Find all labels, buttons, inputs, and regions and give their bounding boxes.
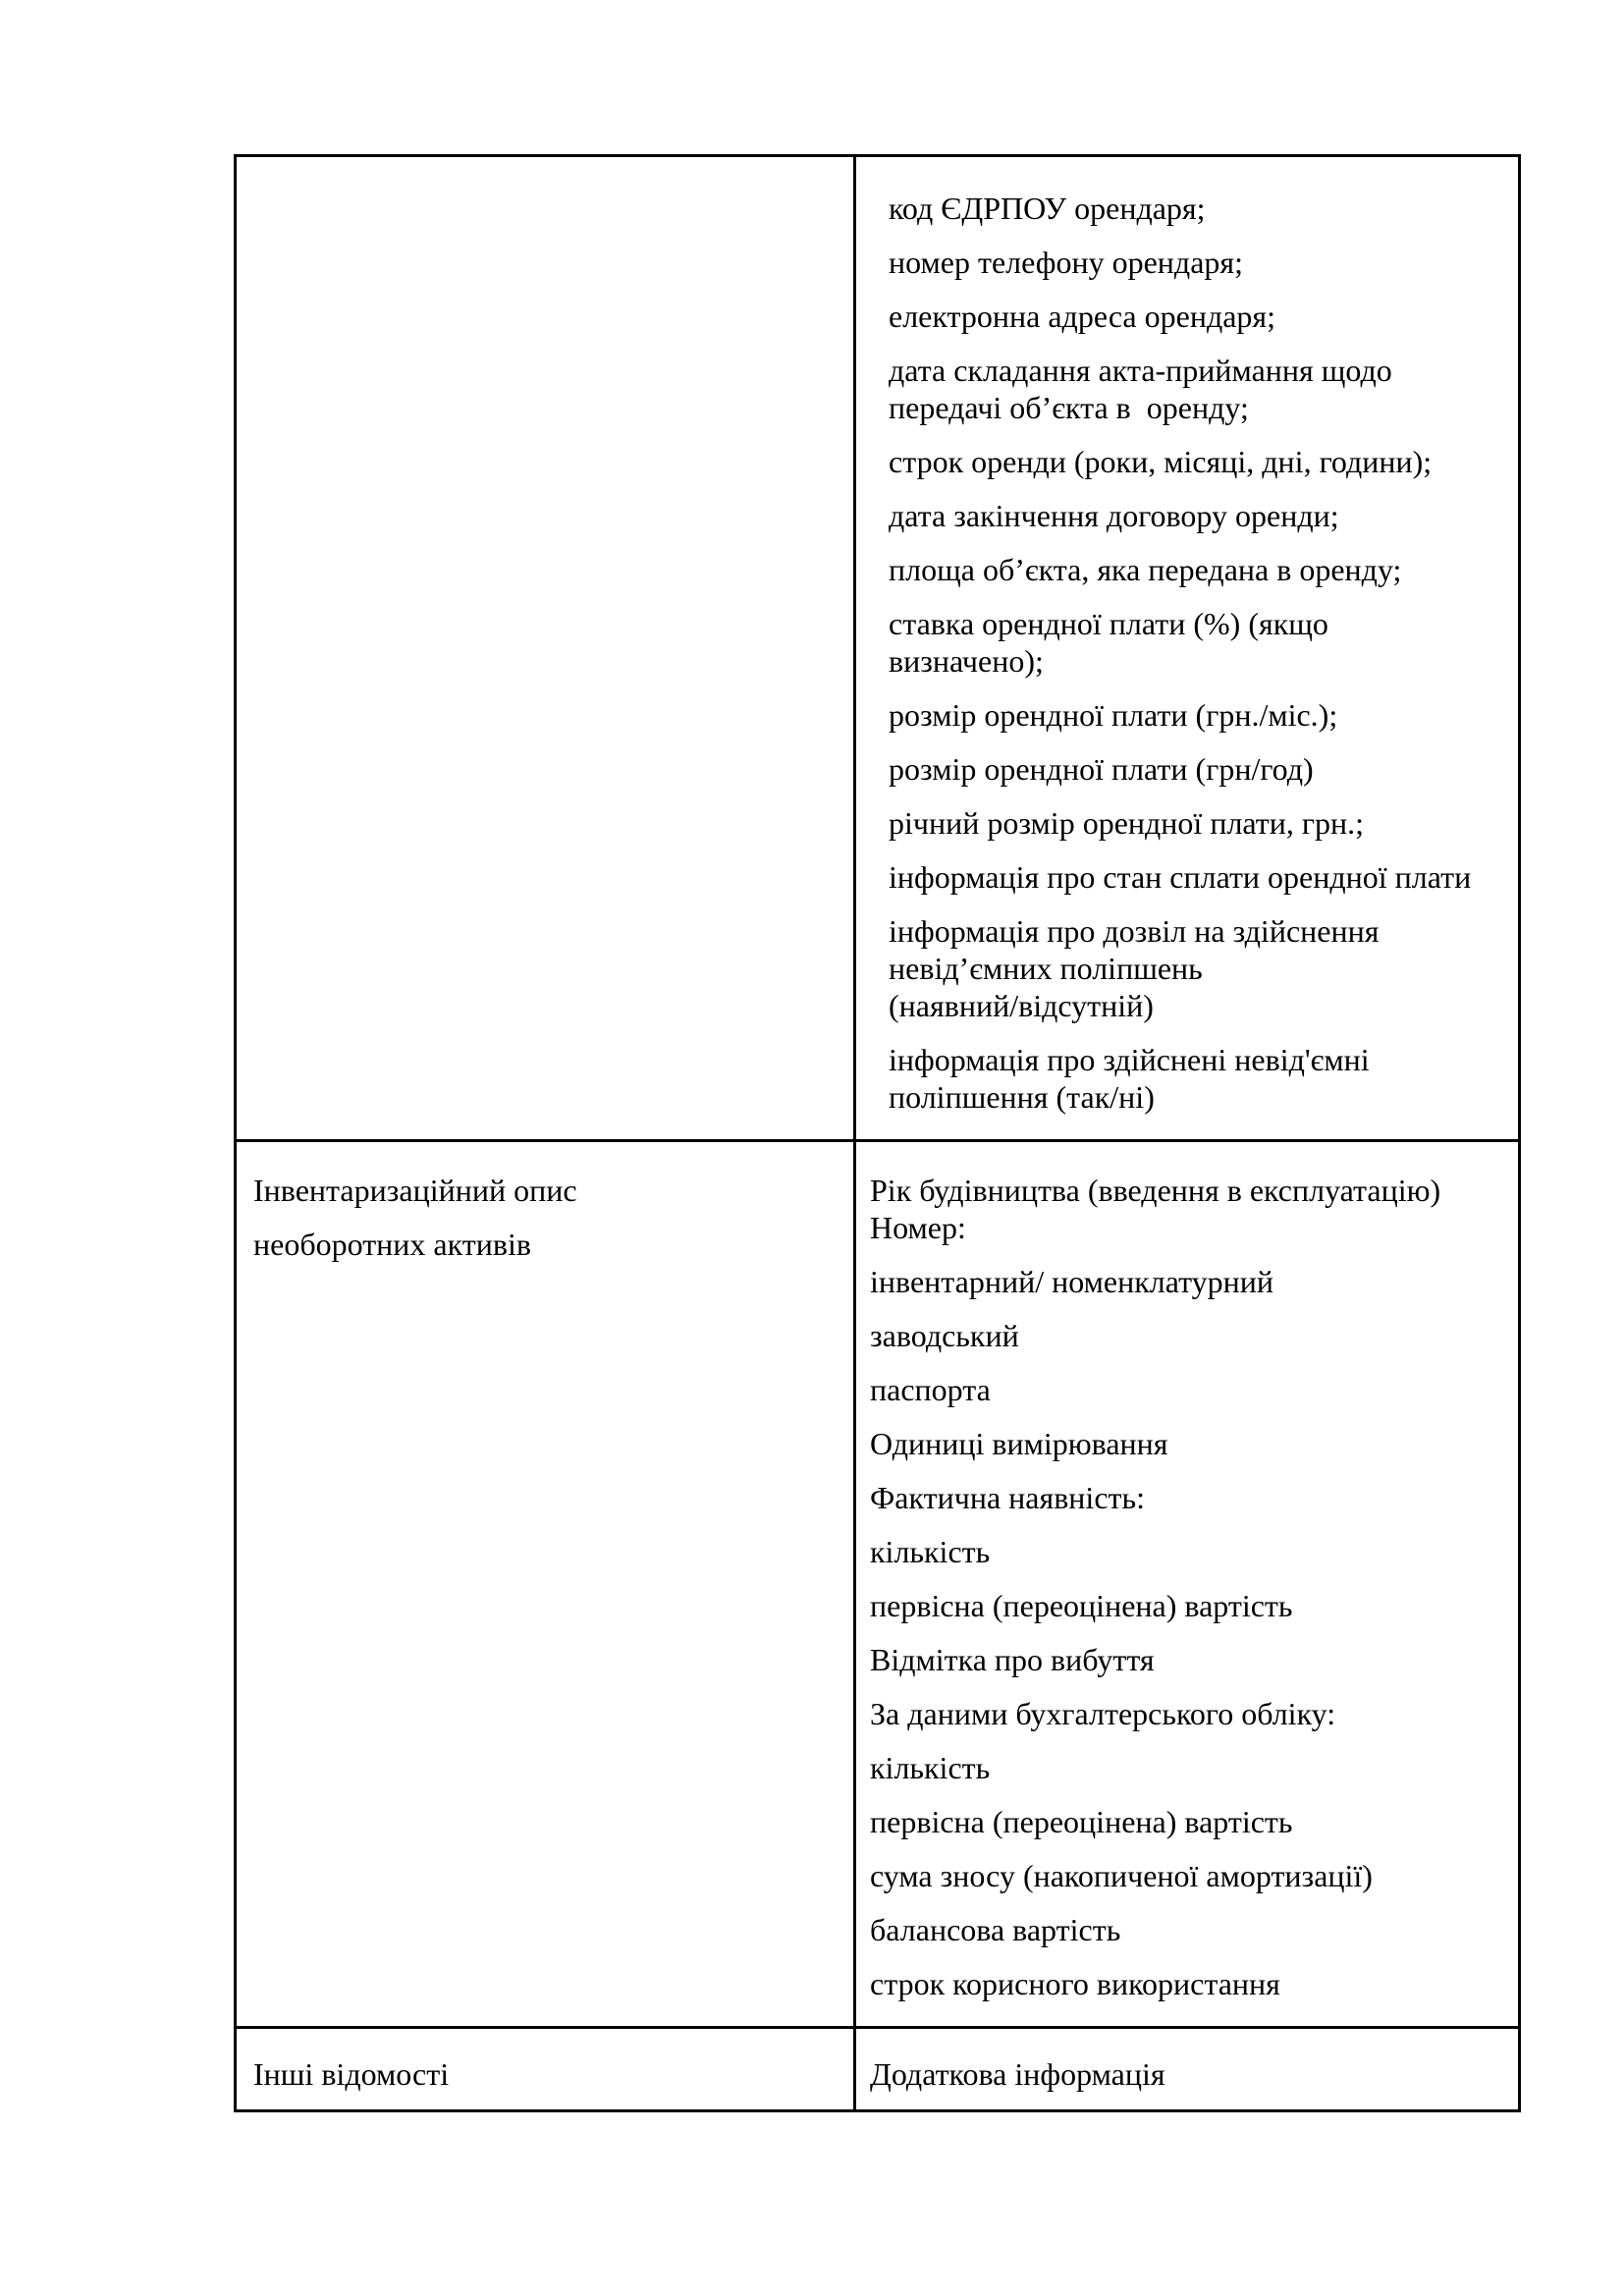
list-item: розмір орендної плати (грн./міс.);: [889, 697, 1338, 733]
table-cell-right: [855, 1141, 1520, 2028]
list-item: розмір орендної плати (грн/год): [889, 751, 1314, 787]
list-item: паспорта: [870, 1372, 991, 1407]
list-item: площа об’єкта, яка передана в оренду;: [889, 552, 1402, 587]
list-item: номер телефону орендаря;: [889, 245, 1243, 280]
section-label-line: Інвентаризаційний опис: [253, 1173, 577, 1208]
list-item: заводський: [870, 1318, 1019, 1353]
list-item: річний розмір орендної плати, грн.;: [889, 805, 1365, 841]
section-label-line: необоротних активів: [253, 1227, 531, 1262]
list-item: сума зносу (накопиченої амортизації): [870, 1858, 1373, 1893]
list-item: код ЄДРПОУ орендаря;: [889, 191, 1206, 226]
section-label: [237, 1142, 853, 1263]
list-item: інформація про стан сплати орендної плати: [889, 859, 1472, 895]
table-row: [236, 2028, 1520, 2111]
tenant-info-list: [856, 157, 1518, 1116]
list-item: За даними бухгалтерського обліку:: [870, 1696, 1336, 1731]
table-cell-left: [236, 2028, 855, 2111]
list-item: ставка орендної плати (%) (якщо визначено);: [889, 606, 1328, 679]
list-item: електронна адреса орендаря;: [889, 299, 1276, 334]
additional-info-label: Додаткова інформація: [870, 2056, 1165, 2092]
table-cell-right: [855, 156, 1520, 1141]
list-item: кількість: [870, 1750, 991, 1785]
list-item: Фактична наявність:: [870, 1480, 1145, 1515]
list-item: дата складання акта-приймання щодо передачі об’єкта в оренду;: [889, 353, 1392, 425]
section-label: Інші відомості: [253, 2056, 450, 2092]
table-cell-right: [855, 2028, 1520, 2111]
inventory-fields-list: [856, 1142, 1518, 2002]
list-item: первісна (переоцінена) вартість: [870, 1588, 1293, 1623]
list-item: строк корисного використання: [870, 1966, 1280, 2001]
table-cell-left: [236, 156, 855, 1141]
list-item: строк оренди (роки, місяці, дні, години);: [889, 444, 1433, 479]
list-item: дата закінчення договору оренди;: [889, 498, 1339, 533]
list-item: первісна (переоцінена) вартість: [870, 1804, 1293, 1839]
list-item: балансова вартість: [870, 1912, 1121, 1947]
list-item: Рік будівництва (введення в експлуатацію) Номер:: [870, 1173, 1441, 1245]
table-cell-left: [236, 1141, 855, 2028]
list-item: інформація про здійснені невід'ємні поліпшення (так/ні): [889, 1042, 1370, 1115]
list-item: інформація про дозвіл на здійснення невід’ємних поліпшень (наявний/відсутній): [889, 913, 1380, 1023]
table-row: [236, 1141, 1520, 2028]
list-item: кількість: [870, 1534, 991, 1569]
list-item: Одиниці вимірювання: [870, 1426, 1168, 1461]
list-item: Відмітка про вибуття: [870, 1642, 1155, 1677]
document-table: [234, 154, 1521, 2112]
list-item: інвентарний/ номенклатурний: [870, 1264, 1274, 1299]
table-row: [236, 156, 1520, 1141]
